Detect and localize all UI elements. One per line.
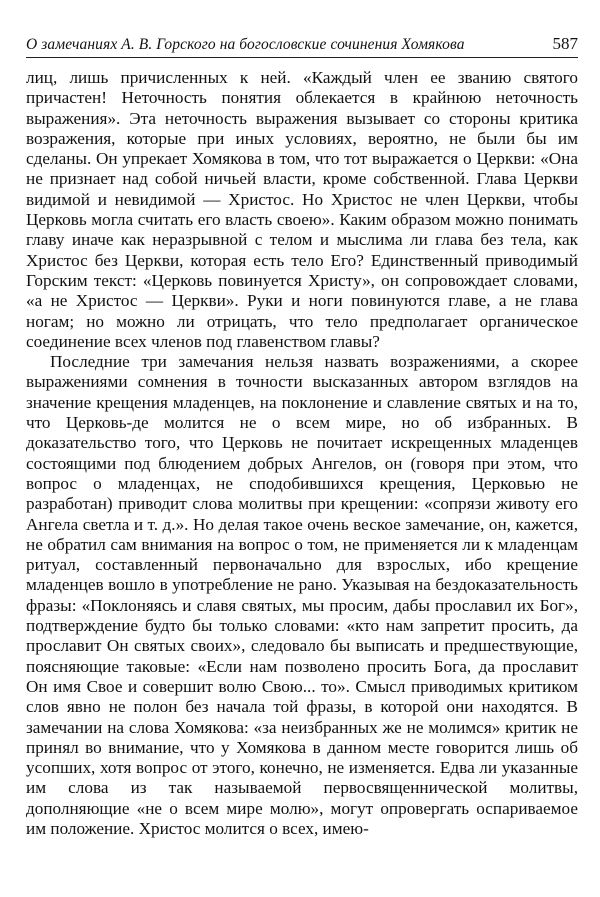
running-title: О замечаниях А. В. Горского на богословские сочинения Хомякова [26,36,465,53]
body-text [26,68,578,839]
running-head [26,34,578,58]
paragraph-2: Последние три замечания нельзя назвать возражениями, а скорее выражениями сомнения в точности высказанных автором взглядов на значение крещения младенцев, на поклонение и славление святых и на то, что Церковь-де молится не о всем мире, но об избранных. В доказательство того, что Церковь не почитает искрещенных младенцев состоящими под блюдением добрых Ангелов, он (говоря при этом, что вопрос о младенцах, не сподобившихся крещения, Церковью не разработан) приводит слова молитвы при крещении: «сопрязи животу его Ангела светла и т. д.». Но делая такое очень веское замечание, он, кажется, не обратил сам внимания на вопрос о том, не применяется ли к младенцам ритуал, составленный первоначально для взрослых, ибо крещение младенцев вошло в употребление не рано. Указывая на бездоказательность фразы: «Поклоняясь и славя святых, мы просим, дабы прославил их Бог», подтверждение будто бы только словами: «кто нам запретит просить, да прославит Он святых своих», следовало бы выписать и предшествующие, поясняющие таковые: «Если нам позволено просить Бога, да прославит Он имя Свое и совершит волю Свою... то». Смысл приводимых критиком слов явно не полон без начала той фразы, в которой они находятся. В замечании на слова Хомякова: «за неизбранных же не молимся» критик не принял во внимание, что у Хомякова в данном месте говорится лишь об усопших, хотя вопрос от этого, конечно, не изменяется. Едва ли указанные им слова из так называемой первосвященнической молитвы, дополняющие «не о всем мире молю», могут опровергать оспариваемое им положение. Христос молится о всех, имею- [26,352,578,838]
page-number: 587 [552,34,578,53]
book-page [26,34,578,839]
paragraph-1: лиц, лишь причисленных к ней. «Каждый член ее званию святого причастен! Неточность понятия облекается в крайнюю неточность выражения». Эта неточность выражения вызывает со стороны критика возражения, которые при иных условиях, вероятно, не были бы им сделаны. Он упрекает Хомякова в том, что тот выражается о Церкви: «Она не признает над собой ничьей власти, кроме собственной. Глава Церкви видимой и невидимой — Христос. Но Христос не член Церкви, чтобы Церковь могла считать его власть своею». Каким образом можно понимать главу иначе как неразрывной с телом и мыслима ли глава без тела, как Христос без Церкви, которая есть тело Его? Единственный приводимый Горским текст: «Церковь повинуется Христу», он сопровождает словами, «а не Христос — Церкви». Руки и ноги повинуются главе, а не глава ногам; но можно ли отрицать, что тело предполагает органическое соединение всех членов под главенством главы? [26,68,578,351]
